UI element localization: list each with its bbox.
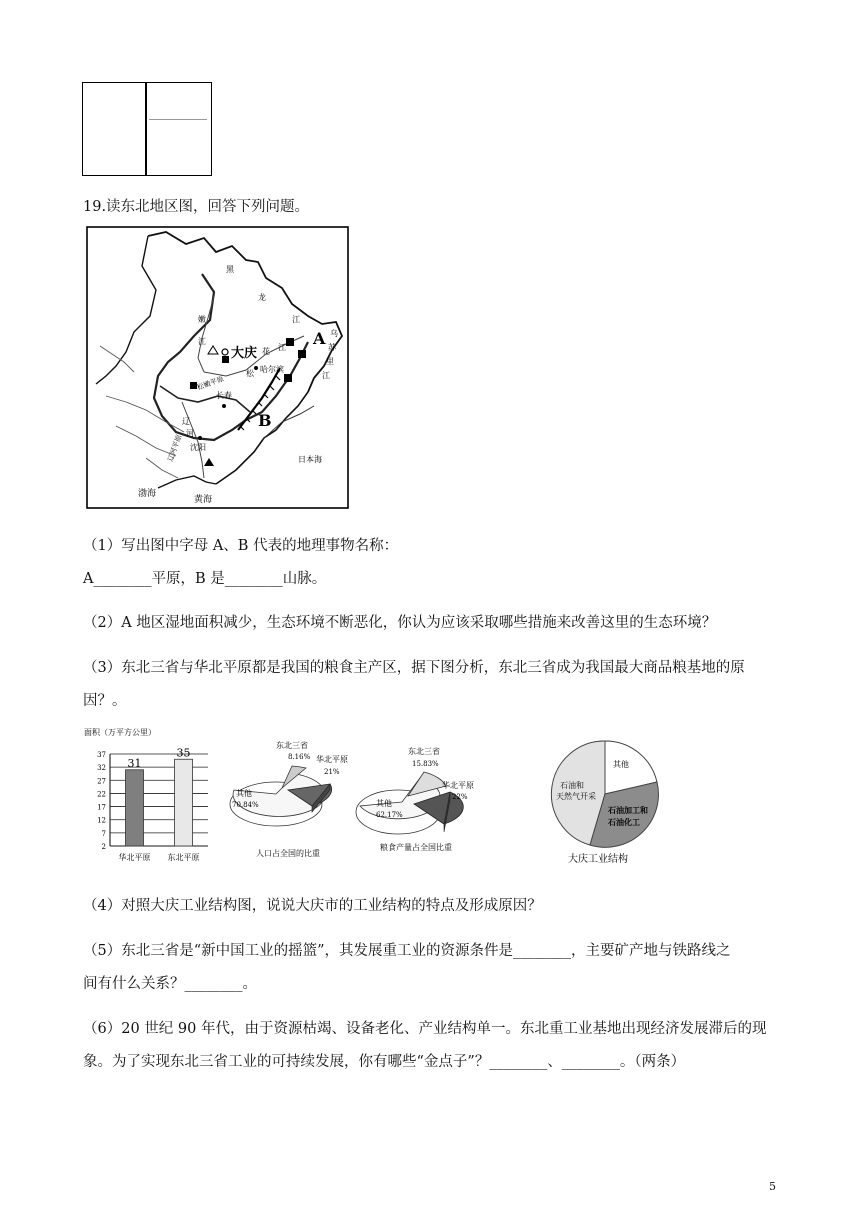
pie2-label-dongbei: 东北三省 [408, 747, 440, 756]
pie2-value-huabei: 22% [452, 793, 468, 801]
label-wusuli: 乌 [330, 329, 338, 338]
question-19-1: （1）写出图中字母 A、B 代表的地理事物名称： [83, 538, 399, 554]
daqing-industry-structure-pie-chart [546, 732, 666, 868]
city-marker-changchun [222, 404, 226, 408]
label-songhua: 江 [278, 343, 286, 352]
label-songhua: 松 [246, 369, 254, 378]
label-heilong: 江 [292, 315, 300, 324]
label-letter-b: B [258, 411, 272, 430]
pie1-label-huabei: 华北平原 [316, 755, 348, 764]
label-daqing: 大庆 [231, 346, 258, 361]
bar-chart-ylabel: 面积（万平方公里） [84, 728, 156, 737]
bar-value-label: 35 [176, 746, 191, 760]
label-heilong: 龙 [258, 293, 266, 302]
pie3-label-other: 其他 [613, 760, 629, 769]
pie1-label-dongbei: 东北三省 [276, 741, 308, 750]
pie2-value-dongbei: 15.83% [412, 760, 439, 768]
question-19-1-answer: A________平原，B 是________山脉。 [83, 571, 327, 587]
label-wusuli: 里 [326, 357, 334, 366]
bar-1 [126, 770, 144, 846]
label-liaohe: 河 [186, 429, 194, 438]
city-marker-shenyang [198, 436, 202, 440]
city-marker-harbin [254, 366, 258, 370]
bar-chart-tick-label: 17 [97, 803, 106, 812]
label-letter-a: A [313, 329, 326, 348]
bar-chart-tick-label: 22 [97, 790, 106, 799]
label-wusuli: 江 [322, 371, 330, 380]
bar-chart-tick-label: 2 [101, 843, 106, 851]
pie1-value-dongbei: 8.16% [288, 753, 311, 761]
label-songnen-plain: 松嫩平原 [195, 374, 225, 392]
question-19-2: （2）A 地区湿地面积减少，生态环境不断恶化，你认为应该采取哪些措施来改善这里的生态环境？ [83, 615, 717, 631]
question-19-6-line2: 象。为了实现东北三省工业的可持续发展，你有哪些“金点子”？________、________。（两条） [83, 1054, 686, 1070]
pie2-label-other: 其他 [376, 799, 392, 808]
bar-chart-tick-label: 27 [97, 777, 106, 786]
coal-mine-marker [286, 338, 294, 346]
label-liaohe: 辽 [182, 417, 190, 426]
bar-category-label: 东北平原 [167, 853, 200, 862]
pie1-title: 人口占全国的比重 [256, 849, 320, 858]
label-sea-bo: 渤海 [138, 489, 157, 499]
pie3-label-oil-gas-1: 石油和 [560, 781, 584, 790]
label-nen: 江 [198, 337, 206, 346]
label-changchun: 长春 [216, 391, 232, 400]
pie2-title: 粮食产量占全国比重 [380, 843, 452, 852]
question-19-5-line2: 间有什么关系？________。 [83, 976, 257, 992]
bar-value-label: 31 [127, 756, 142, 770]
bar-2 [175, 759, 193, 846]
label-sea-japan: 日本海 [298, 455, 322, 464]
coal-mine-marker [222, 356, 229, 363]
pie3-label-oil-gas-2: 天然气开采 [556, 792, 596, 801]
page-number: 5 [769, 1180, 776, 1193]
grain-output-share-pie-chart [354, 740, 474, 860]
question-19-3-line2: 因？。 [83, 693, 127, 709]
pie1-label-other: 其他 [236, 789, 252, 798]
population-share-pie-chart [226, 740, 350, 860]
question-19-4: （4）对照大庆工业结构图，说说大庆市的工业结构的特点及形成原因？ [83, 898, 542, 914]
question-19-6-line1: （6）20 世纪 90 年代，由于资源枯竭、设备老化、产业结构单一。东北重工业基地出现经济发展滞后的现 [83, 1021, 767, 1037]
pie3-label-petrochem-1: 石油加工和 [608, 805, 648, 815]
label-nen: 嫩 [198, 315, 206, 324]
label-shenyang: 沈阳 [190, 443, 206, 452]
bar-chart-tick-label: 37 [97, 751, 106, 759]
coal-mine-marker [298, 350, 306, 358]
plain-area-bar-chart [80, 724, 215, 870]
question-19-title: 19.读东北地区图，回答下列问题。 [83, 199, 310, 215]
bar-category-label: 华北平原 [118, 853, 151, 862]
answer-table-fragment [82, 82, 212, 176]
label-songhua: 花 [262, 347, 270, 356]
pie3-label-petrochem-2: 石油化工 [608, 817, 640, 827]
label-liaohe-plain: 辽河平原 [166, 433, 184, 463]
bar-chart-tick-label: 12 [97, 816, 106, 825]
question-19-3-line1: （3）东北三省与华北平原都是我国的粮食主产区，据下图分析，东北三省成为我国最大商品粮基地的原 [83, 660, 745, 676]
pie1-value-huabei: 21% [324, 768, 340, 776]
pie1-value-other: 70.84% [232, 801, 259, 809]
pie3-title: 大庆工业结构 [568, 854, 628, 865]
question-19-5-line1: （5）东北三省是“新中国工业的摇篮”，其发展重工业的资源条件是________，主要矿产地与铁路线之 [83, 943, 731, 959]
label-harbin: 哈尔滨 [260, 365, 284, 374]
label-sea-huang: 黄海 [194, 495, 213, 505]
bar-chart-tick-label: 7 [101, 829, 106, 838]
northeast-china-map [86, 226, 349, 509]
label-wusuli: 苏 [328, 343, 336, 352]
bar-chart-tick-label: 32 [97, 764, 106, 773]
pie2-value-other: 62.17% [376, 811, 403, 819]
coal-mine-marker [284, 374, 292, 382]
pie2-label-huabei: 华北平原 [442, 781, 474, 790]
table-blank-line [149, 119, 207, 120]
label-heilong: 黑 [226, 265, 234, 274]
table-divider [145, 83, 147, 175]
